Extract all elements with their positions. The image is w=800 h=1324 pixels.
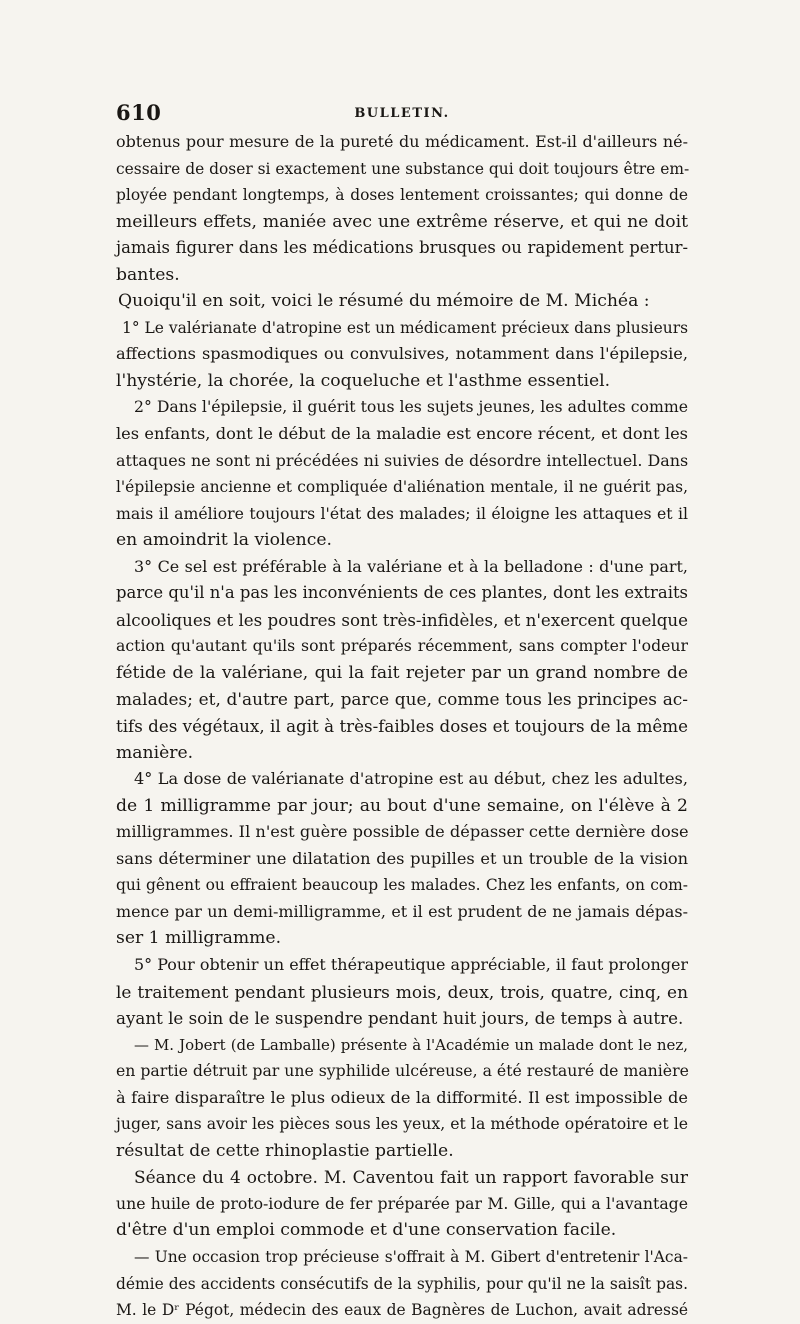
running-head	[116, 100, 688, 130]
text-line: qui gênent ou effraient beaucoup les malades. Chez les enfants, on com-	[116, 876, 688, 895]
text-line: manière.	[116, 742, 194, 763]
text-line: action qu'autant qu'ils sont préparés récemment, sans compter l'odeur	[116, 636, 688, 656]
text-line: alcooliques et les poudres sont très-infidèles, et n'exercent quelque	[116, 609, 688, 630]
text-line: juger, sans avoir les pièces sous les yeux, et la méthode opératoire et le	[116, 1114, 688, 1134]
text-line: les enfants, dont le début de la maladie est encore récent, et dont les	[116, 424, 688, 444]
text-line: parce qu'il n'a pas les inconvénients de ces plantes, dont les extraits	[116, 583, 688, 603]
text-line: ployée pendant longtemps, à doses lentement croissantes; qui donne de	[116, 186, 688, 205]
text-line: bantes.	[116, 264, 180, 285]
text-line: de 1 milligramme par jour; au bout d'une semaine, on l'élève à 2	[116, 795, 688, 816]
text-line: l'épilepsie ancienne et compliquée d'aliénation mentale, il ne guérit pas,	[116, 478, 688, 497]
text-line: 1° Le valérianate d'atropine est un médicament précieux dans plusieurs	[122, 318, 688, 337]
text-line: jamais figurer dans les médications brusques ou rapidement pertur-	[116, 238, 688, 258]
page-number: 610	[116, 100, 162, 125]
text-line: ayant le soin de le suspendre pendant huit jours, de temps à autre.	[116, 1008, 684, 1029]
text-line: — M. Jobert (de Lamballe) présente à l'Académie un malade dont le nez,	[134, 1035, 688, 1054]
text-line: Quoiqu'il en soit, voici le résumé du mémoire de M. Michéa :	[118, 291, 650, 312]
text-line: malades; et, d'autre part, parce que, comme tous les principes ac-	[116, 689, 688, 710]
text-line: l'hystérie, la chorée, la coqueluche et l'asthme essentiel.	[116, 370, 611, 391]
text-line: 2° Dans l'épilepsie, il guérit tous les sujets jeunes, les adultes comme	[134, 397, 688, 417]
running-title: BULLETIN.	[354, 106, 450, 121]
text-line: démie des accidents consécutifs de la syphilis, pour qu'il ne la saisît pas.	[116, 1274, 688, 1293]
text-line: cessaire de doser si exactement une substance qui doit toujours être em-	[116, 159, 690, 178]
text-line: 4° La dose de valérianate d'atropine est au début, chez les adultes,	[134, 769, 688, 789]
text-line: M. le Dʳ Pégot, médecin des eaux de Bagnères de Luchon, avait adressé	[116, 1301, 688, 1320]
text-line: attaques ne sont ni précédées ni suivies de désordre intellectuel. Dans	[116, 450, 689, 470]
text-line: fétide de la valériane, qui la fait rejeter par un grand nombre de	[116, 662, 688, 683]
text-line: d'être d'un emploi commode et d'une conservation facile.	[116, 1220, 617, 1241]
text-line: sans déterminer une dilatation des pupilles et un trouble de la vision	[116, 848, 688, 868]
text-line: en amoindrit la violence.	[116, 530, 333, 551]
text-line: mais il améliore toujours l'état des malades; il éloigne les attaques et il	[116, 503, 688, 523]
text-line: tifs des végétaux, il agit à très-faibles doses et toujours de la même	[116, 716, 688, 737]
text-line: mence par un demi-milligramme, et il est prudent de ne jamais dépas-	[116, 901, 688, 921]
text-body	[116, 129, 688, 1324]
text-line: meilleurs effets, maniée avec une extrême réserve, et qui ne doit	[116, 211, 688, 232]
text-line: à faire disparaître le plus odieux de la difformité. Il est impossible de	[116, 1087, 688, 1107]
text-line: obtenus pour mesure de la pureté du médicament. Est-il d'ailleurs né-	[116, 132, 688, 151]
text-line: affections spasmodiques ou convulsives, notamment dans l'épilepsie,	[116, 344, 688, 364]
text-line: le traitement pendant plusieurs mois, deux, trois, quatre, cinq, en	[116, 981, 688, 1002]
text-line: une huile de proto-iodure de fer préparée par M. Gille, qui a l'avantage	[116, 1193, 688, 1213]
text-line: 3° Ce sel est préférable à la valériane et à la belladone : d'une part,	[134, 556, 688, 576]
text-line: — Une occasion trop précieuse s'offrait à M. Gibert d'entretenir l'Aca-	[134, 1247, 688, 1266]
text-line: Séance du 4 octobre. M. Caventou fait un rapport favorable sur	[134, 1167, 688, 1188]
text-line: 5° Pour obtenir un effet thérapeutique appréciable, il faut prolonger	[134, 954, 688, 974]
text-line: résultat de cette rhinoplastie partielle.	[116, 1140, 454, 1161]
text-line: ser 1 milligramme.	[116, 928, 282, 949]
text-line: en partie détruit par une syphilide ulcéreuse, a été restauré de manière	[116, 1061, 689, 1081]
text-line: milligrammes. Il n'est guère possible de dépasser cette dernière dose	[116, 822, 689, 842]
